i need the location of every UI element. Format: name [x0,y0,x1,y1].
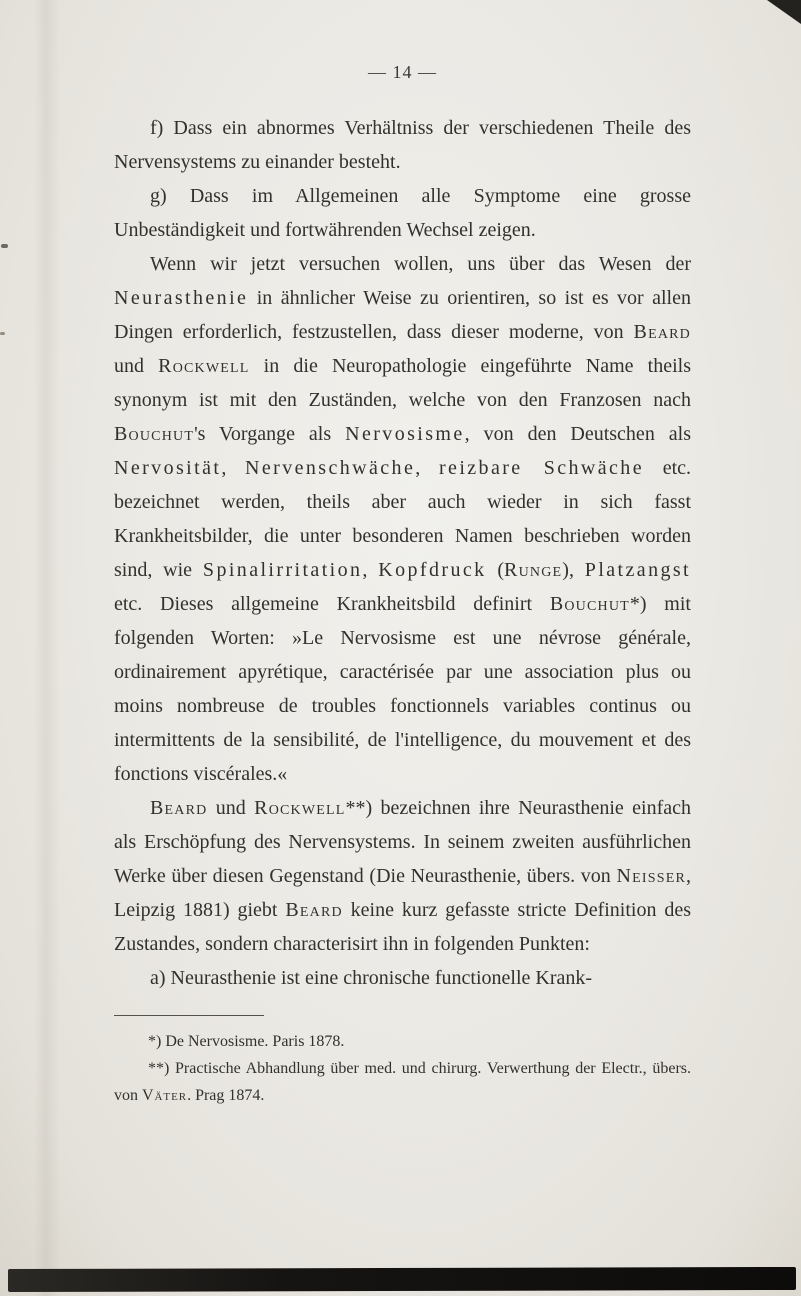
text-segment: etc. bezeichnet werden, theils aber auch wieder in sich fasst Krankheitsbilder, die unter besonderen Namen beschrieben worden sind, wie [114,457,692,581]
text-segment: , Leipzig 1881) giebt [114,865,691,921]
text-segment: etc. Dieses allgemeine Krankheitsbild definirt [114,593,550,615]
paragraph-item-a [114,961,691,995]
paragraph-neurasthenie-definition [114,247,691,791]
footnote-2 [114,1055,691,1109]
text-segment: keine kurz gefasste stricte Definition des Zustandes, sondern characterisirt ihn in folgenden Punkten: [114,899,692,955]
emphasized-term: reizbare Schwäche [438,457,644,479]
text-segment: *) mit folgenden Worten: »Le Nervosisme est une névrose générale, ordinairement apyrétique, caractérisée par une association plus ou moins nombreuse de troubles fonctionnels variables continus ou intermittents de la sensibilité, de l'intelligence, du mouvement et des fonctions viscérales.« [114,593,691,785]
paragraph-beard-rockwell [114,791,691,961]
text-segment: **) bezeichnen ihre Neurasthenie einfach als Erschöpfung des Nervensystems. In seinem zweiten ausführlichen Werke über diesen Gegenstand (Die Neurasthenie, übers. von [114,797,691,887]
paragraph-item-g [114,179,691,247]
text-segment: in die Neuropathologie eingeführte Name theils synonym ist mit den Zuständen, welche von den Franzosen nach [114,355,691,411]
text-segment: ), [562,559,585,581]
emphasized-term: Kopfdruck [378,559,487,581]
text-segment: *) De Nervosisme. Paris 1878. [148,1033,345,1050]
person-name: Neisser [616,865,686,887]
text-segment: und [114,355,159,377]
text-segment: a) Neurasthenie ist eine chronische functionelle Krank- [150,967,593,989]
person-name: Bouchut [549,593,630,615]
text-segment: , [415,457,439,479]
person-name: Runge [504,559,563,581]
text-segment: g) Dass im Allgemeinen alle Symptome eine grosse Unbeständigkeit und fortwährenden Wechsel zeigen. [114,185,691,241]
person-name: Rockwell [158,355,250,377]
text-segment: , [362,559,379,581]
text-segment: 's Vorgange als [194,423,346,445]
text-segment: ( [486,559,505,581]
person-name: Rockwell [254,797,346,819]
footnote-separator [114,1015,264,1016]
text-block [114,111,691,995]
footnotes-block [114,1028,691,1109]
text-segment: **) Practische Abhandlung über med. und chirurg. Verwerthung der Electr., übers. von [114,1060,691,1104]
emphasized-term: Nervenschwäche [245,457,416,479]
emphasized-term: Spinalirritation [202,559,363,581]
person-name: Beard [150,797,208,819]
page-number: — 14 — [368,62,437,82]
emphasized-term: Nervosität [114,457,222,479]
footnote-1 [114,1028,691,1055]
text-segment: , von den Deutschen als [464,423,691,445]
paragraph-item-f [114,111,691,179]
text-segment: . Prag 1874. [187,1087,265,1104]
person-name: Beard [285,899,343,921]
person-name: Beard [633,321,691,343]
emphasized-term: Nervosisme [345,423,465,445]
emphasized-term: Neurasthenie [114,287,249,309]
text-segment: Wenn wir jetzt versuchen wollen, uns über das Wesen der [150,253,691,275]
scan-edge-artifact [8,1267,796,1292]
text-segment: , [221,457,246,479]
text-segment: und [207,797,255,819]
person-name: Bouchut [114,423,195,445]
text-segment: in ähnlicher Weise zu orientiren, so ist es vor allen Dingen erforderlich, festzustellen, dass dieser moderne, von [114,287,691,343]
person-name: Väter [142,1087,188,1104]
emphasized-term: Platzangst [584,559,692,581]
text-segment: f) Dass ein abnormes Verhältniss der verschiedenen Theile des Nervensystems zu einander besteht. [114,117,691,173]
